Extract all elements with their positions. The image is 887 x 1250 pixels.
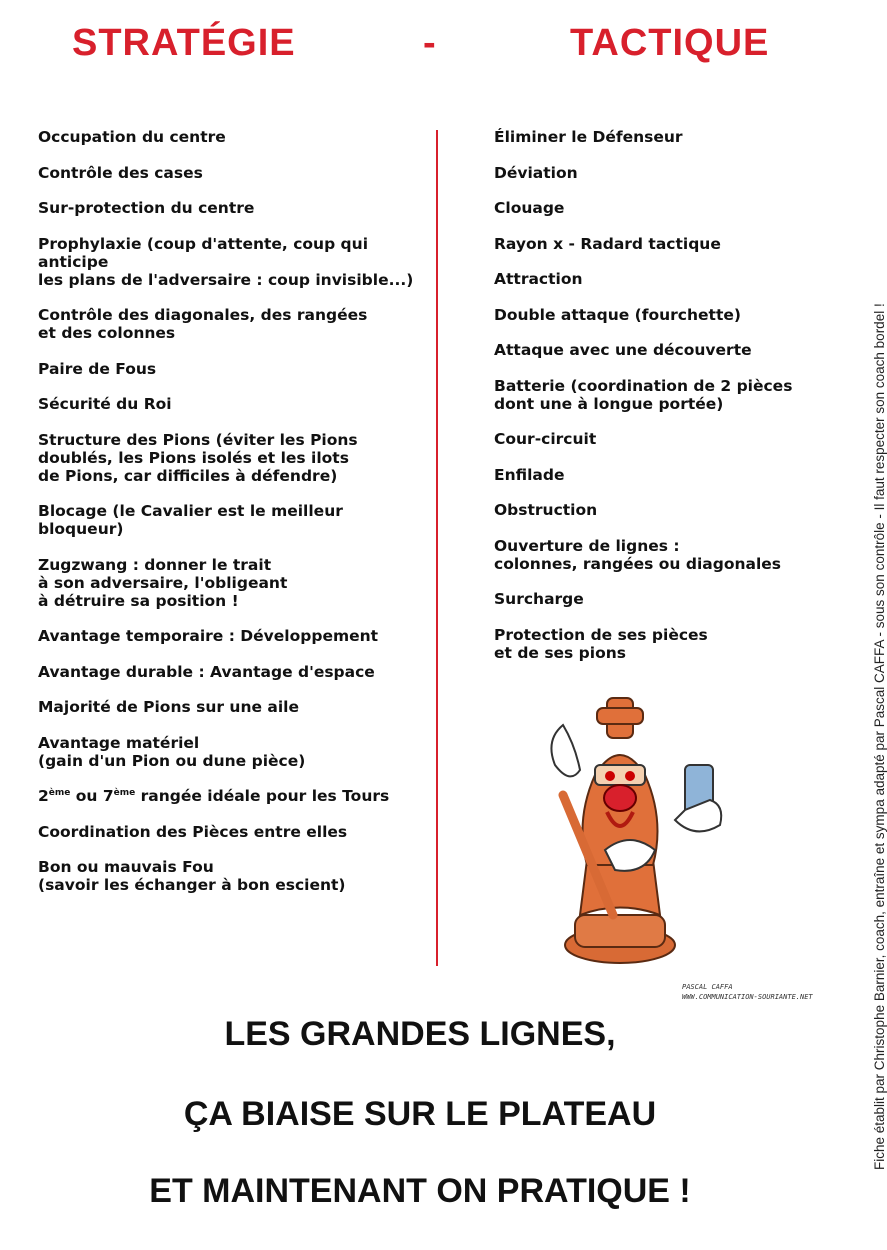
tactic-list (494, 128, 814, 679)
rank-2: 2 (38, 787, 49, 805)
strategy-list (38, 128, 428, 912)
strategy-item: Paire de Fous (38, 359, 157, 378)
tactic-item: Enfilade (494, 465, 565, 484)
tactic-item: Batterie (coordination de 2 pièces dont une à longue portée) (494, 376, 793, 413)
strategy-item: Blocage (le Cavalier est le meilleur bloqueur) (38, 502, 343, 538)
title-separator: - (423, 22, 437, 64)
strategy-item: Sécurité du Roi (38, 395, 172, 413)
rank-2-suffix: ème (48, 787, 71, 798)
footer-line-2: ÇA BIAISE SUR LE PLATEAU (183, 1095, 657, 1133)
tactic-item: Attraction (494, 270, 583, 288)
ranks-text: rangée idéale pour les Tours (135, 787, 390, 805)
vertical-credit-note: Fiche établit par Christophe Barnier, coach, entraîne et sympa adapté par Pascal CAFFA - sous son contrôle - Il faut respecter son coach bordel ! (872, 303, 887, 1170)
footer-line-1: LES GRANDES LIGNES, (224, 1015, 616, 1053)
bishop-cartoon-illustration (535, 690, 745, 975)
strategy-item: Majorité de Pions sur une aile (38, 698, 299, 716)
strategy-item: Contrôle des diagonales, des rangées et des colonnes (38, 306, 368, 342)
tactic-item: Obstruction (494, 501, 598, 519)
strategy-item: Zugzwang : donner le trait à son adversaire, l'obligeant à détruire sa position ! (38, 555, 288, 610)
title-tactique: TACTIQUE (570, 22, 770, 64)
strategy-item: Structure des Pions (éviter les Pions doublés, les Pions isolés et les ilots de Pions, car difficiles à défendre) (38, 430, 358, 485)
strategy-item: Contrôle des cases (38, 163, 203, 182)
tactic-item: Double attaque (fourchette) (494, 305, 741, 324)
footer-line-3: ET MAINTENANT ON PRATIQUE ! (149, 1172, 691, 1210)
tactic-item: Clouage (494, 199, 565, 217)
strategy-item: Sur-protection du centre (38, 199, 255, 217)
strategy-item: Coordination des Pièces entre elles (38, 822, 348, 841)
tactic-item: Éliminer le Défenseur (494, 128, 683, 146)
column-divider (436, 130, 438, 966)
strategy-item: Avantage matériel (gain d'un Pion ou dune pièce) (38, 733, 306, 770)
tactic-item: Rayon x - Radard tactique (494, 234, 721, 253)
rank-7: ou 7 (70, 787, 114, 805)
tactic-item: Protection de ses pièces et de ses pions (494, 625, 708, 662)
strategy-item: Prophylaxie (coup d'attente, coup qui anticipe les plans de l'adversaire : coup invisible...) (38, 234, 414, 289)
tactic-item: Ouverture de lignes : colonnes, rangées ou diagonales (494, 536, 782, 573)
tactic-item: Déviation (494, 163, 578, 182)
title-strategie: STRATÉGIE (72, 22, 296, 64)
strategy-item: Avantage temporaire : Développement (38, 627, 379, 645)
illustration-credit-name: PASCAL CAFFA (682, 983, 733, 991)
illustration-credit-url: WWW.COMMUNICATION-SOURIANTE.NET (682, 993, 813, 1001)
rank-7-suffix: ème (113, 787, 136, 798)
tactic-item: Attaque avec une découverte (494, 341, 752, 359)
tactic-item: Cour-circuit (494, 430, 597, 448)
tactic-item: Surcharge (494, 590, 584, 608)
strategy-item-ranks (38, 787, 428, 805)
strategy-item: Occupation du centre (38, 128, 226, 146)
strategy-item: Bon ou mauvais Fou (savoir les échanger à bon escient) (38, 858, 346, 894)
strategy-item: Avantage durable : Avantage d'espace (38, 662, 375, 681)
